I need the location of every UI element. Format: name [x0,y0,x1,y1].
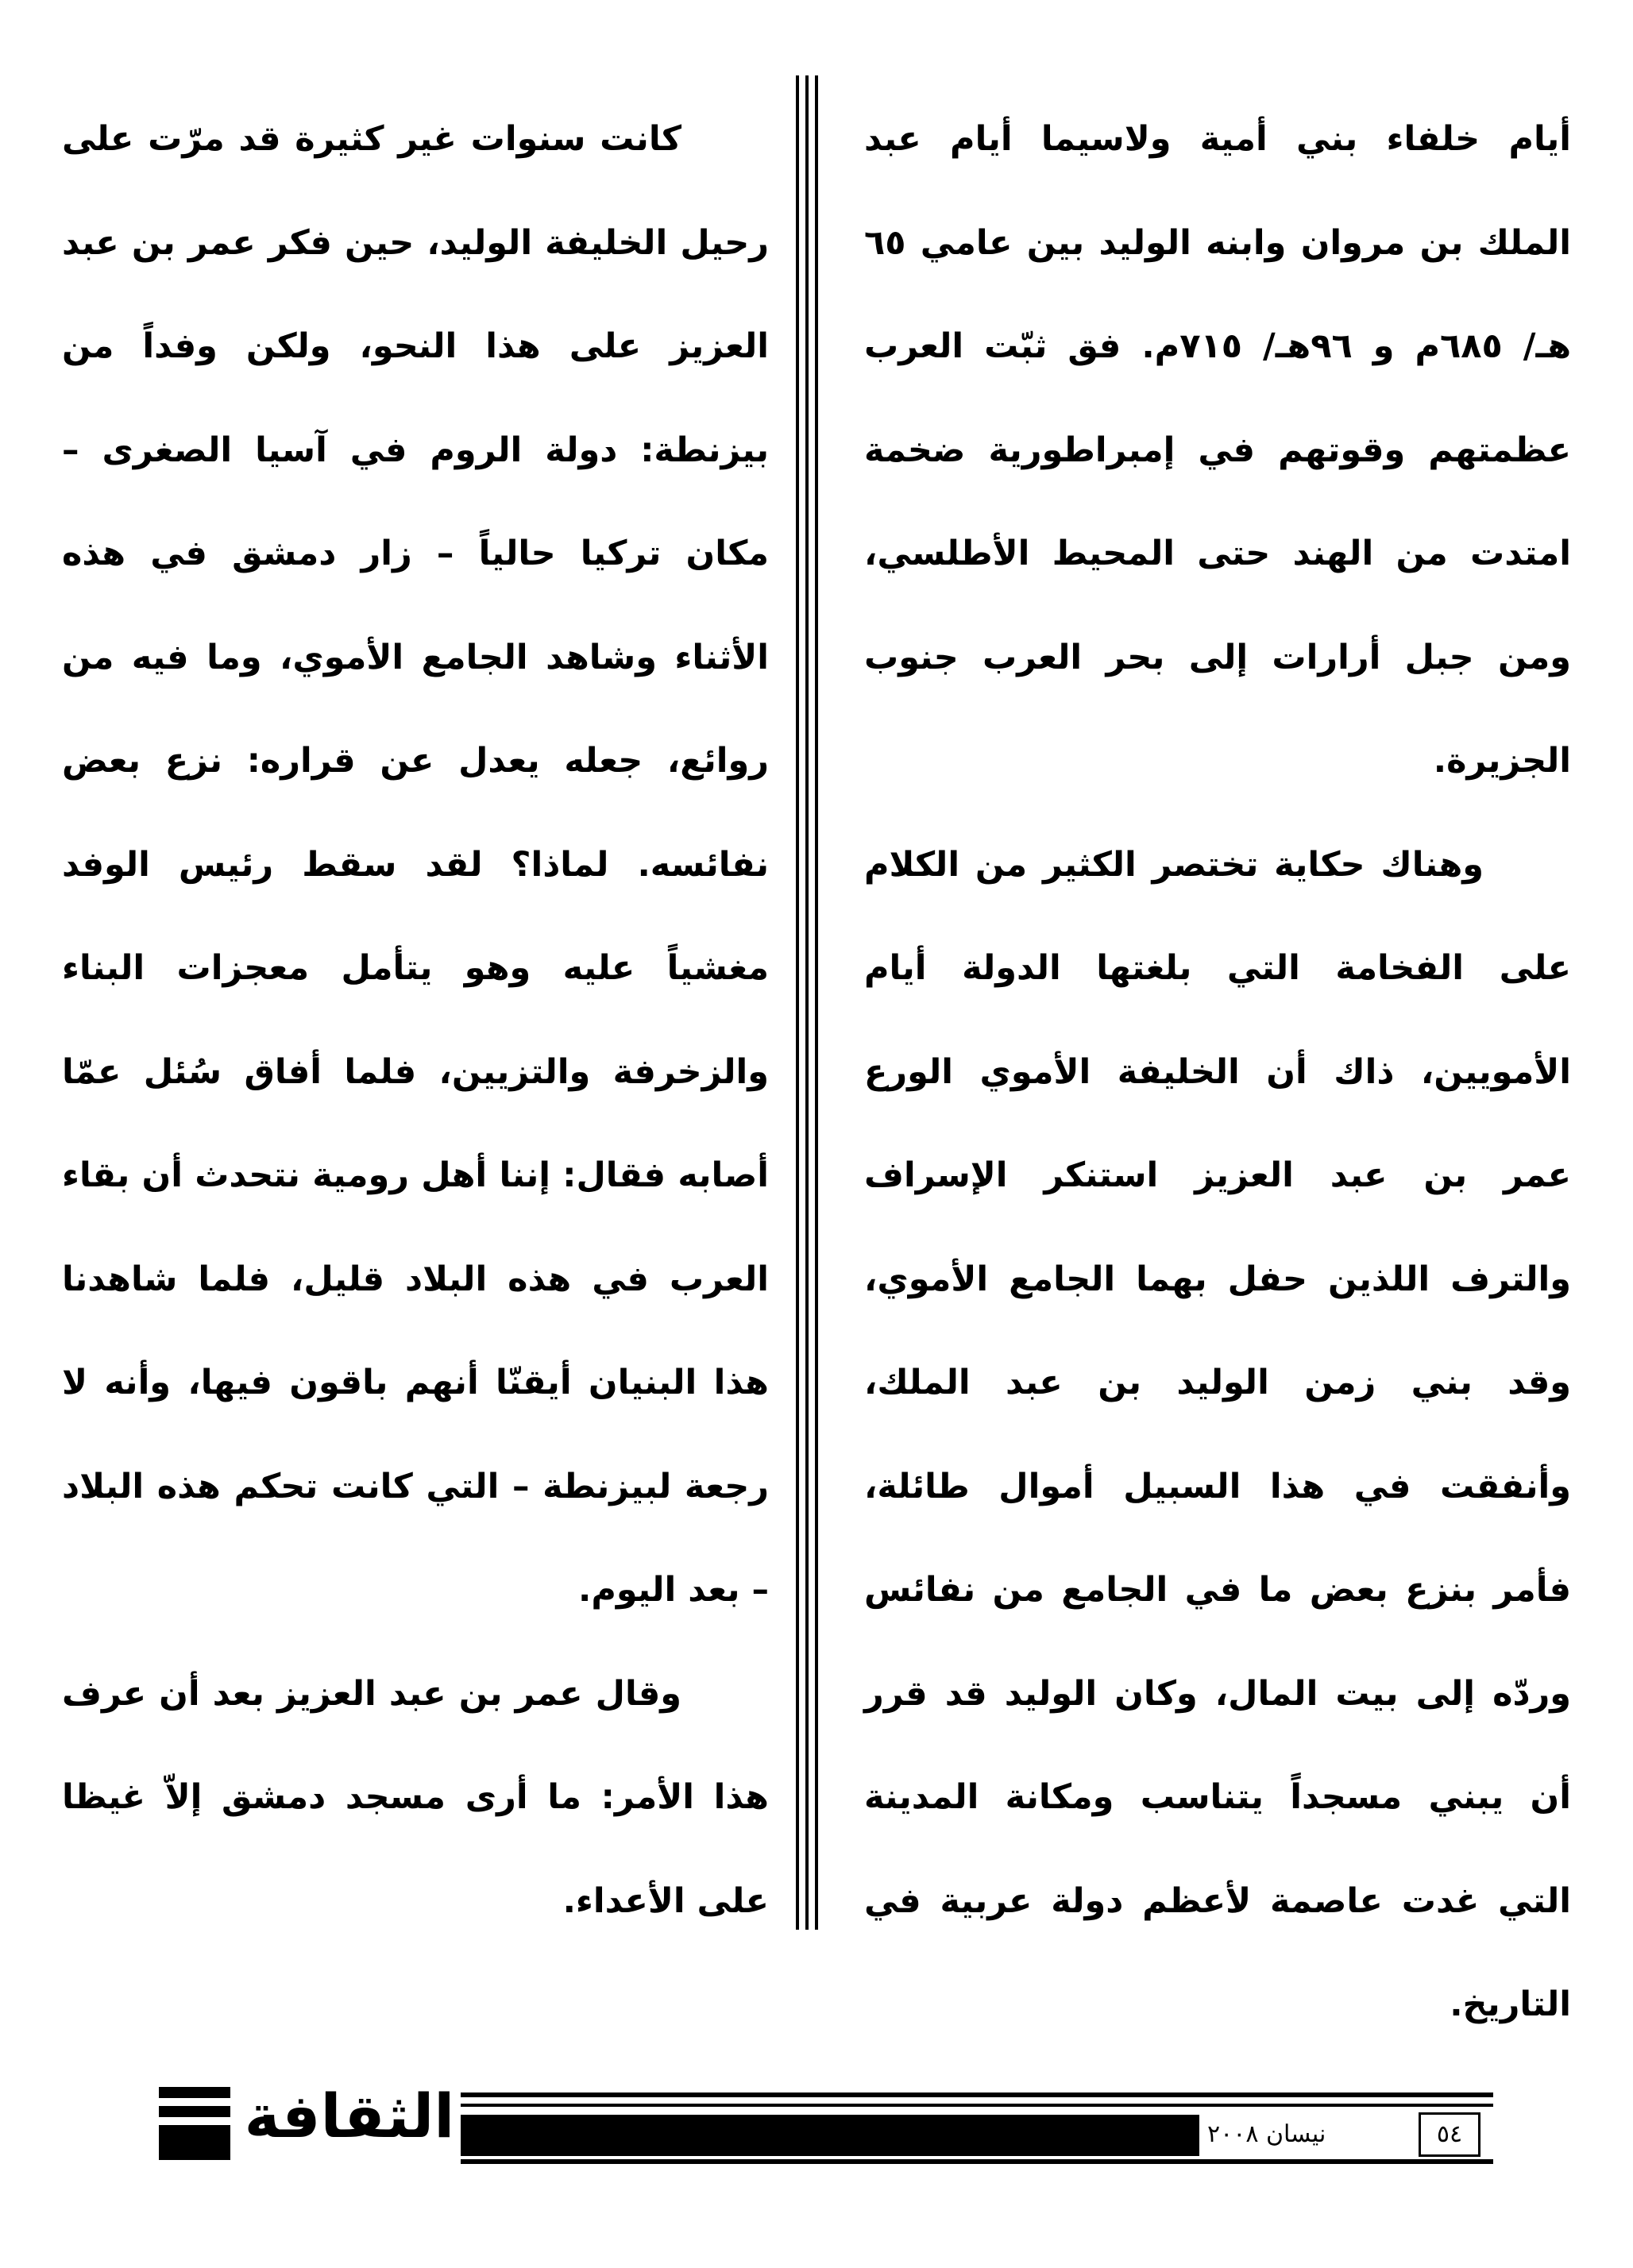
paragraph: كانت سنوات غير كثيرة قد مرّت على رحيل الخليفة الوليد، حين فكر عمر بن عبد العزيز على هذا النحو، ولكن وفداً من بيزنطة: دولة الروم في آسيا الصغرى – مكان تركيا حالياً – زار دمشق في هذه الأثناء وشاهد الجامع الأموي، وما فيه من روائع، جعله يعدل عن قراره: نزع بعض نفائسه. لماذا؟ لقد سقط رئيس الوفد مغشياً عليه وهو يتأمل معجزات البناء والزخرفة والتزيين، فلما أفاق سُئل عمّا أصابه فقال: إننا أهل رومية نتحدث أن بقاء العرب في هذه البلاد قليل، فلما شاهدنا هذا البنيان أيقنّا أنهم باقون فيها، وأنه لا رجعة لبيزنطة – التي كانت تحكم هذه البلاد – بعد اليوم. [62,119,769,1610]
column-divider [796,75,818,1930]
logo-bars [159,2087,230,2160]
left-text-column [62,87,769,1953]
footer-black-bar [461,2115,1223,2156]
paragraph: أيام خلفاء بني أمية ولاسيما أيام عبد الملك بن مروان وابنه الوليد بين عامي ٦٥ هـ/ ٦٨٥م و ٩٦هـ/ ٧١٥م. فق ثبّت العرب عظمتهم وقوتهم في إمبراطورية ضخمة امتدت من الهند حتى المحيط الأطلسي، ومن جبل أرارات إلى بحر العرب جنوب الجزيرة. [864,119,1572,781]
paragraph: وقال عمر بن عبد العزيز بعد أن عرف هذا الأمر: ما أرى مسجد دمشق إلاّ غيظا على الأعداء. [62,1673,769,1921]
page-number: ٥٤ [1419,2112,1481,2157]
issue-date: نيسان ٢٠٠٨ [1199,2112,1414,2157]
right-text-column [864,87,1571,2057]
paragraph: وهناك حكاية تختصر الكثير من الكلام على الفخامة التي بلغتها الدولة أيام الأمويين، ذاك أن الخليفة الأموي الورع عمر بن عبد العزيز استنكر الإسراف والترف اللذين حفل بهما الجامع الأموي، وقد بني زمن الوليد بن عبد الملك، وأنفقت في هذا السبيل أموال طائلة، فأمر بنزع بعض ما في الجامع من نفائس وردّه إلى بيت المال، وكان الوليد قد قرر أن يبني مسجداً يتناسب ومكانة المدينة التي غدت عاصمة لأعظم دولة عربية في التاريخ. [864,844,1571,2024]
magazine-logo: الثقافة [244,2081,455,2151]
